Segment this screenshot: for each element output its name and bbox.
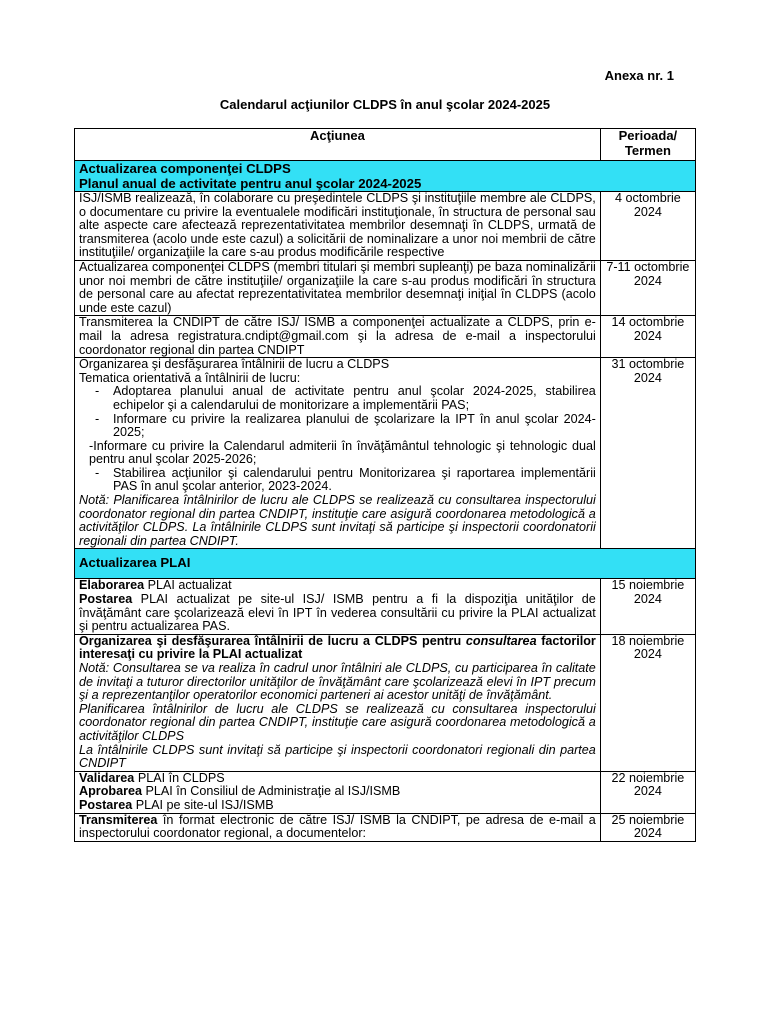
- table-row: [75, 192, 696, 261]
- document-title: Calendarul acţiunilor CLDPS în anul şcolar 2024-2025: [219, 97, 551, 112]
- table-row: [75, 260, 696, 315]
- action-cell: ISJ/ISMB realizează, în colaborare cu preşedintele CLDPS şi instituţiile membre ale CLDPS, o documentare cu privire la eventualele modificări instituţionale, în structura de personal sau alte aspecte care afectează reprezentativitatea membrilor desemnaţi în CLDPS, urmată de transmiterea (acolo unde este cazul) a solicitării de nominalizare a unor noi membrii de către instituţiile/ organizaţiile la care s-au produs modificările respective: [75, 192, 601, 261]
- action-line: [79, 772, 596, 786]
- action-cell: Actualizarea componenţei CLDPS (membri titulari şi membri supleanţi) pe baza nominalizării unor noi membri de către instituţiile/ organizaţiile la care s-au produs modificări în structura de personal care au afectat reprezentativitatea membrilor desemnaţi iniţial în CLDPS (acolo unde este cazul): [75, 260, 601, 315]
- action-heading-part: Organizarea şi desfăşurarea întâlnirii de lucru a CLDPS pentru: [79, 633, 466, 648]
- table-row: [75, 771, 696, 813]
- note-text: Notă: Planificarea întâlnirilor de lucru ale CLDPS se realizează cu consultarea inspectorului coordonator regional din partea CNDIPT, instituţie care asigură coordonarea metodologică a activităţilor CLDPS. La întâlnirile CLDPS sunt invitaţi să participe şi inspectorii coordonatorii regionali din partea CNDIPT.: [79, 493, 596, 548]
- section-title: Actualizarea PLAI: [79, 555, 191, 571]
- action-heading: [79, 635, 596, 662]
- action-line: [79, 579, 596, 593]
- table-header-row: [75, 129, 696, 161]
- action-verb: Postarea: [79, 797, 133, 812]
- header-period: Perioada/ Termen: [600, 129, 695, 161]
- action-cell: [75, 634, 601, 771]
- note-text: Planificarea întâlnirilor de lucru ale CLDPS se realizează cu consultarea inspectorului coordonator regional din partea CNDIPT, instituţie care asigură coordonarea metodologică a activităţilor CLDPS: [79, 701, 596, 743]
- note-text: La întâlnirile CLDPS sunt invitaţi să participe şi inspectorii coordonatori regionali din partea CNDIPT: [79, 742, 596, 771]
- period-cell: 15 noiembrie 2024: [600, 579, 695, 634]
- table-row: [75, 813, 696, 841]
- period-cell: 22 noiembrie 2024: [600, 771, 695, 813]
- action-verb: Validarea: [79, 770, 135, 785]
- action-line: [79, 799, 596, 813]
- action-verb: Elaborarea: [79, 578, 145, 593]
- action-text: PLAI actualizat pe site-ul ISJ/ ISMB pentru a fi la dispoziţia unităţilor de învăţământ care şcolarizează elevi în IPT în vederea consultării cu privire la PLAI actualizat şi pentru actualizarea PAS.: [79, 592, 596, 634]
- section-subtitle: Planul anual de activitate pentru anul şcolar 2024-2025: [79, 176, 422, 191]
- table-row: [75, 358, 696, 549]
- action-text: PLAI actualizat: [144, 578, 232, 593]
- period-cell: 31 octombrie 2024: [600, 358, 695, 549]
- table-row: [75, 634, 696, 771]
- action-text: PLAI în CLDPS: [134, 770, 225, 785]
- period-cell: 25 noiembrie 2024: [600, 813, 695, 841]
- action-line: [79, 593, 596, 634]
- list-item: - Adoptarea planului anual de activitate pentru anul şcolar 2024-2025, stabilirea echipelor şi a calendarului de monitorizare a implementării PAS;: [87, 385, 596, 412]
- action-verb: Postarea: [79, 592, 133, 607]
- period-cell: 7-11 octombrie 2024: [600, 260, 695, 315]
- annex-label: Anexa nr. 1: [604, 68, 674, 83]
- action-cell: [75, 579, 601, 634]
- action-cell: [75, 358, 601, 549]
- section-row-cldps: [75, 161, 696, 192]
- action-cell: Transmiterea la CNDIPT de către ISJ/ ISMB a componenţei actualizate a CLDPS, prin e-mail la adresa registratura.cndipt@gmail.com şi la adresa de e-mail a inspectorului coordonator regional din partea CNDIPT: [75, 316, 601, 358]
- section-cell: [75, 549, 696, 579]
- action-cell: [75, 813, 601, 841]
- period-cell: 14 octombrie 2024: [600, 316, 695, 358]
- section-cell: [75, 161, 696, 192]
- action-heading-part: factorilor interesaţi cu privire la PLAI actualizat: [79, 633, 596, 662]
- action-text: în format electronic de către ISJ/ ISMB la CNDIPT, pe adresa de e-mail a inspectorului coordonator regional, a documentelor:: [79, 812, 596, 841]
- table-row: [75, 316, 696, 358]
- topics-list: [79, 467, 596, 494]
- action-cell: [75, 771, 601, 813]
- section-row-plai: [75, 549, 696, 579]
- action-heading: Organizarea şi desfăşurarea întâlnirii de lucru a CLDPS: [79, 357, 390, 372]
- list-item: -Informare cu privire la Calendarul admiterii în învăţământul tehnologic şi tehnologic dual pentru anul şcolar 2025-2026;: [89, 438, 596, 467]
- section-title: Actualizarea componenţei CLDPS: [79, 161, 291, 176]
- action-text: PLAI în Consiliul de Administraţie al ISJ/ISMB: [142, 784, 401, 799]
- period-cell: 4 octombrie 2024: [600, 192, 695, 261]
- action-text: PLAI pe site-ul ISJ/ISMB: [132, 797, 274, 812]
- note-text: Notă: Consultarea se va realiza în cadrul unor întâlniri ale CLDPS, cu participarea în calitate de invitaţi a tuturor directorilor unităţilor de învăţământ care şcolarizează elevi în IPT precum şi a reprezentanţilor operatorilor economici parteneri ai acestor unităţi de învăţământ.: [79, 661, 596, 703]
- period-cell: 18 noiembrie 2024: [600, 634, 695, 771]
- list-item: - Stabilirea acţiunilor şi calendarului pentru Monitorizarea şi raportarea implementării PAS în anul şcolar anterior, 2023-2024.: [87, 467, 596, 494]
- action-line: [79, 785, 596, 799]
- action-verb: Aprobarea: [79, 784, 142, 799]
- table-row: [75, 579, 696, 634]
- topics-list: [79, 385, 596, 439]
- action-verb: Transmiterea: [79, 812, 158, 827]
- calendar-table: [74, 128, 696, 842]
- action-heading-emphasis: consultarea: [465, 633, 537, 648]
- header-action: Acţiunea: [75, 129, 601, 161]
- topics-label: Tematica orientativă a întâlnirii de lucru:: [79, 370, 301, 385]
- list-item: - Informare cu privire la realizarea planului de şcolarizare la IPT în anul şcolar 2024-2025;: [87, 413, 596, 440]
